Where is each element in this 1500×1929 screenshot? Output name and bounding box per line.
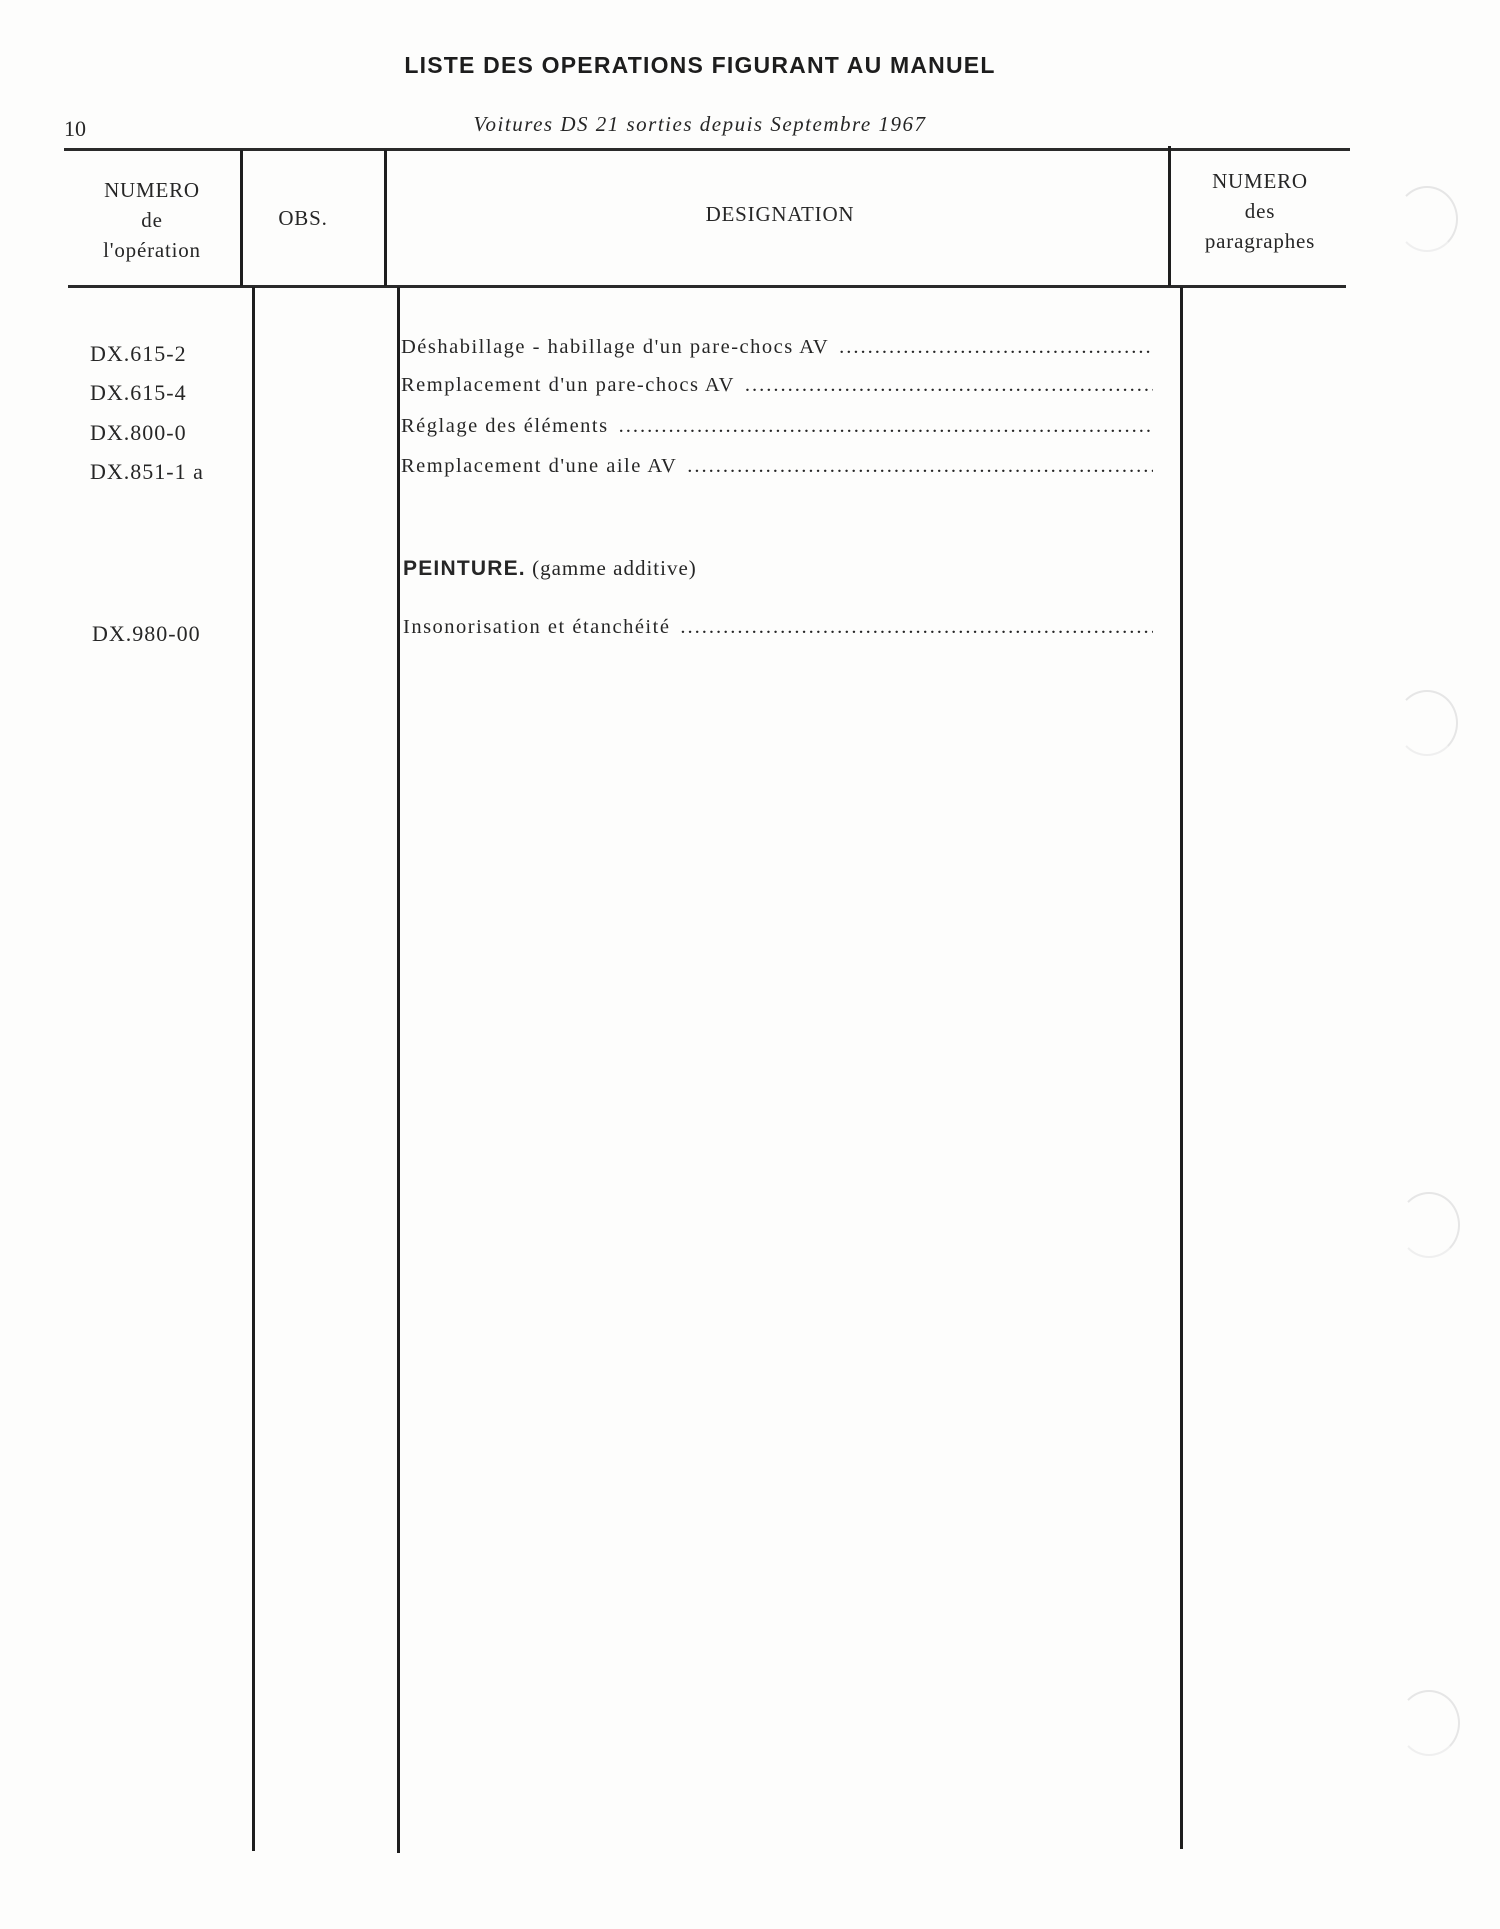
page-number: 10 (64, 116, 86, 141)
designation-text: Insonorisation et étanchéité (403, 616, 671, 638)
designation-text: Déshabillage - habillage d'un pare-chocs AV (401, 336, 830, 358)
leader-dots (680, 616, 1153, 639)
header-obs: OBS. (278, 206, 328, 230)
header-numero-operation (72, 175, 232, 265)
table-row (401, 336, 1153, 359)
column-divider-3-body (1180, 287, 1183, 1849)
section-note: (gamme additive) (532, 556, 697, 580)
punch-hole-mark (1398, 1192, 1460, 1258)
header-designation: DESIGNATION (705, 202, 855, 226)
table-row (401, 415, 1153, 438)
table-top-rule (64, 148, 1350, 151)
operation-number: DX.800-0 (90, 420, 187, 445)
header-paragraphes-line1: NUMERO (1212, 169, 1308, 193)
table-row (403, 616, 1153, 639)
designation-text: Remplacement d'un pare-chocs AV (401, 374, 735, 396)
section-heading (403, 556, 697, 581)
header-numero-paragraphes (1180, 166, 1340, 256)
column-divider-1 (240, 150, 243, 286)
leader-dots (687, 455, 1153, 478)
header-paragraphes-line2: des (1244, 199, 1276, 223)
section-title: PEINTURE. (403, 557, 526, 580)
column-divider-2 (384, 150, 387, 286)
table-row (401, 374, 1153, 397)
leader-dots (619, 415, 1153, 438)
leader-dots (745, 374, 1153, 397)
table-row (401, 455, 1153, 478)
leader-dots (839, 336, 1153, 359)
designation-text: Remplacement d'une aile AV (401, 455, 678, 477)
operation-number: DX.980-00 (92, 621, 201, 646)
designation-text: Réglage des éléments (401, 415, 609, 437)
header-numero-line3: l'opération (103, 238, 201, 262)
operation-number: DX.615-4 (90, 380, 187, 405)
header-numero-line1: NUMERO (104, 178, 200, 202)
table-header-rule (68, 285, 1346, 288)
page-subtitle: Voitures DS 21 sorties depuis Septembre 1967 (473, 112, 927, 136)
page-title: LISTE DES OPERATIONS FIGURANT AU MANUEL (404, 52, 996, 78)
punch-hole-mark (1396, 186, 1458, 252)
column-divider-3 (1168, 146, 1171, 286)
operation-number: DX.851-1 a (90, 459, 204, 484)
punch-hole-mark (1398, 1690, 1460, 1756)
punch-hole-mark (1396, 690, 1458, 756)
operation-number: DX.615-2 (90, 341, 187, 366)
column-divider-1-body (252, 287, 255, 1851)
header-numero-line2: de (141, 208, 163, 232)
header-paragraphes-line3: paragraphes (1204, 229, 1316, 253)
column-divider-2-body (397, 287, 400, 1853)
